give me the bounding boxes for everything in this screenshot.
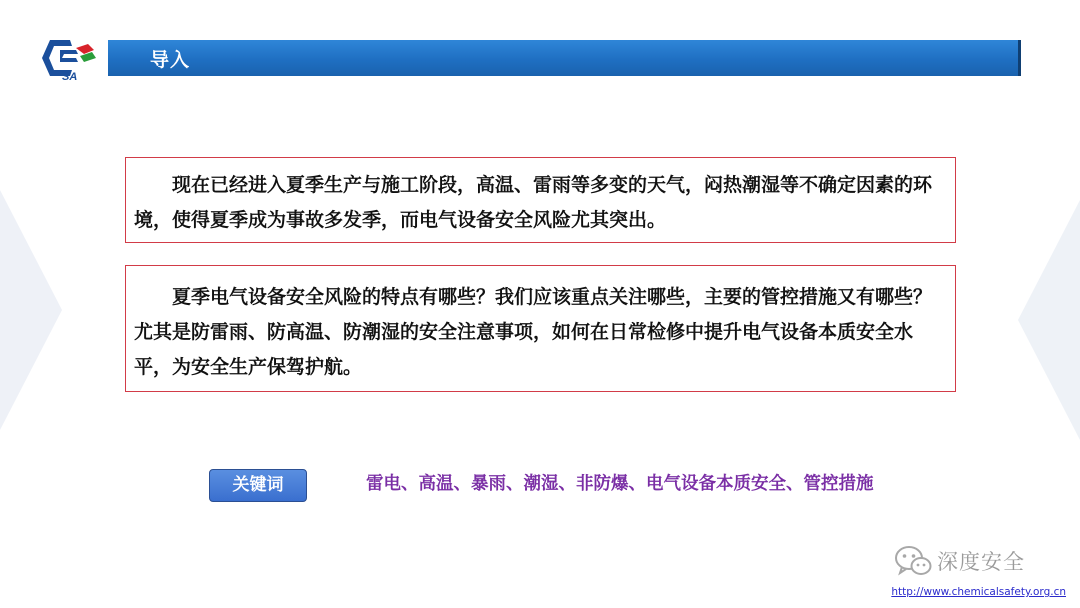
intro-paragraph: 现在已经进入夏季生产与施工阶段，高温、雷雨等多变的天气，闷热潮湿等不确定因素的环境，使得夏季成为事故多发季，而电气设备安全风险尤其突出。 [134,174,933,231]
watermark-text: 深度安全 [937,550,1025,574]
intro-paragraph-box [125,157,956,243]
keywords-text: 雷电、高温、暴雨、潮湿、非防爆、电气设备本质安全、管控措施 [366,474,874,494]
logo-text: SA [62,71,78,82]
keywords-badge: 关键词 [209,469,307,502]
wechat-icon [894,544,932,578]
page-title: 导入 [150,49,191,71]
csa-logo [40,36,106,82]
logo-icon [40,36,106,82]
question-paragraph-box [125,265,956,392]
footer-url-link[interactable]: http://www.chemicalsafety.org.cn [891,586,1066,598]
background-decoration-left [0,190,70,430]
background-decoration-right [1010,200,1080,440]
header-bar [108,40,1021,76]
question-paragraph: 夏季电气设备安全风险的特点有哪些？我们应该重点关注哪些，主要的管控措施又有哪些？尤其是防雷雨、防高温、防潮湿的安全注意事项，如何在日常检修中提升电气设备本质安全水平，为安全生产保驾护航。 [134,286,933,378]
